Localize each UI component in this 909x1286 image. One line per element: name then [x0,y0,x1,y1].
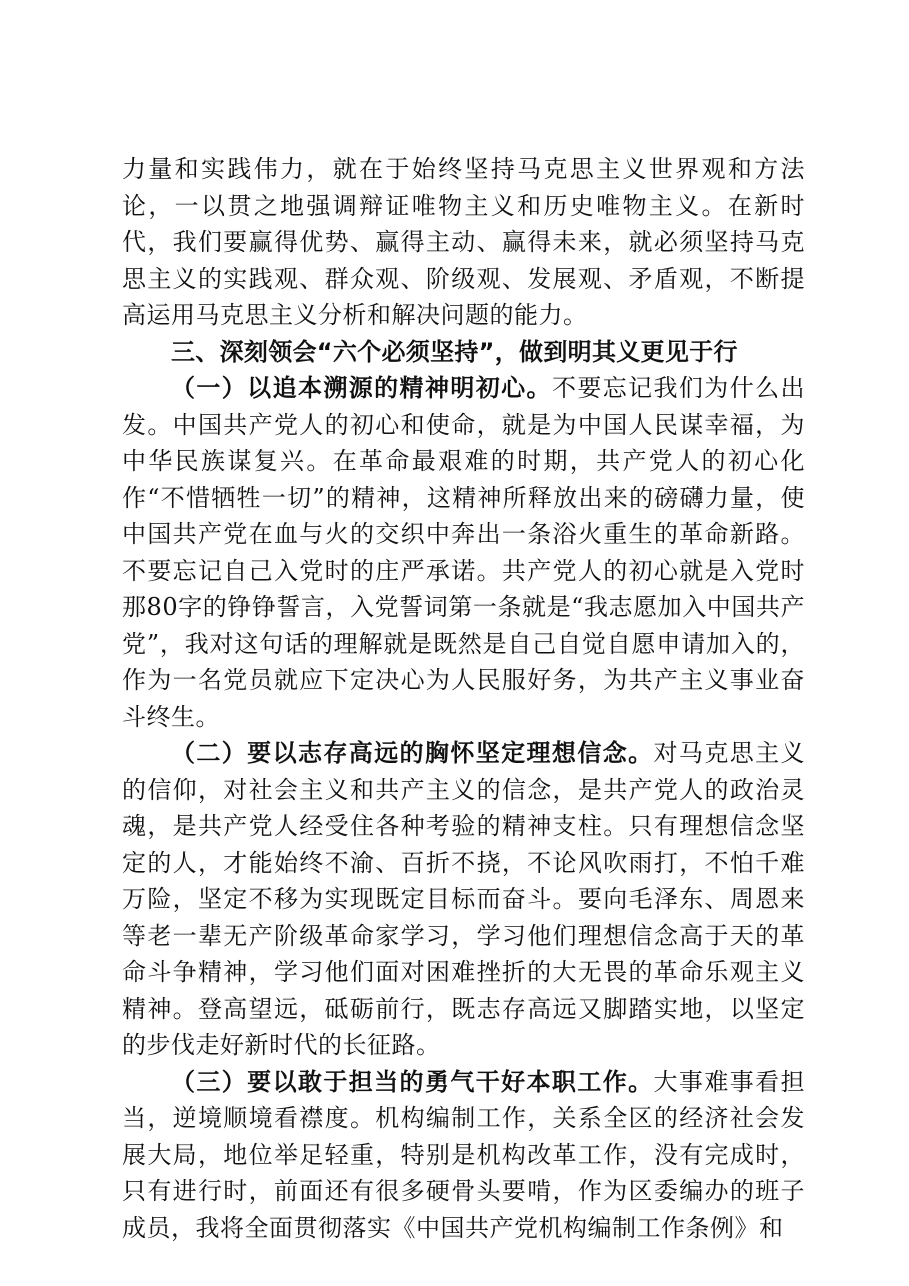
paragraph-continued: 力量和实践伟力，就在于始终坚持马克思主义世界观和方法论，一以贯之地强调辩证唯物主义和历史唯物主义。在新时代，我们要赢得优势、赢得主动、赢得未来，就必须坚持马克思主义的实践观、群众观、阶级观、发展观、矛盾观，不断提高运用马克思主义分析和解决问题的能力。 [122,155,805,329]
document-body [122,151,805,1246]
paragraph-1 [122,370,805,735]
section-heading: 三、深刻领会“六个必须坚持”，做到明其义更见于行 [171,337,738,366]
paragraph-1-lead: （一）以追本溯源的精神明初心。 [171,373,552,402]
paragraph-2-body: 对马克思主义的信仰，对社会主义和共产主义的信念，是共产党人的政治灵魂，是共产党人经受住各种考验的精神支柱。只有理想信念坚定的人，才能始终不渝、百折不挠，不论风吹雨打，不怕千难万险，坚定不移为实现既定目标而奋斗。要向毛泽东、周恩来等老一辈无产阶级革命家学习，学习他们理想信念高于天的革命斗争精神，学习他们面对困难挫折的大无畏的革命乐观主义精神。登高望远，砥砺前行，既志存高远又脚踏实地，以坚定的步伐走好新时代的长征路。 [122,739,806,1059]
paragraph-1-body: 不要忘记我们为什么出发。中国共产党人的初心和使命，就是为中国人民谋幸福，为中华民族谋复兴。在革命最艰难的时期，共产党人的初心化作“不惜牺牲一切”的精神，这精神所释放出来的磅礴力量，使中国共产党在血与火的交织中奔出一条浴火重生的革命新路。不要忘记自己入党时的庄严承诺。共产党人的初心就是入党时那80字的铮铮誓言，入党誓词第一条就是“我志愿加入中国共产党”，我对这句话的理解就是既然是自己自觉自愿申请加入的，作为一名党员就应下定决心为人民服好务，为共产主义事业奋斗终生。 [122,374,805,731]
paragraph-2 [122,735,805,1064]
paragraph-3-lead: （三）要以敢于担当的勇气干好本职工作。 [171,1066,654,1096]
paragraph-3-body: 大事难事看担当，逆境顺境看襟度。机构编制工作，关系全区的经济社会发展大局，地位举足轻重，特别是机构改革工作，没有完成时，只有进行时，前面还有很多硬骨头要啃，作为区委编办的班子成员，我将全面贯彻落实《中国共产党机构编制工作条例》和 [122,1067,806,1242]
paragraph-3 [122,1064,805,1247]
paragraph-2-lead: （二）要以志存高远的胸怀坚定理想信念。 [171,738,654,767]
